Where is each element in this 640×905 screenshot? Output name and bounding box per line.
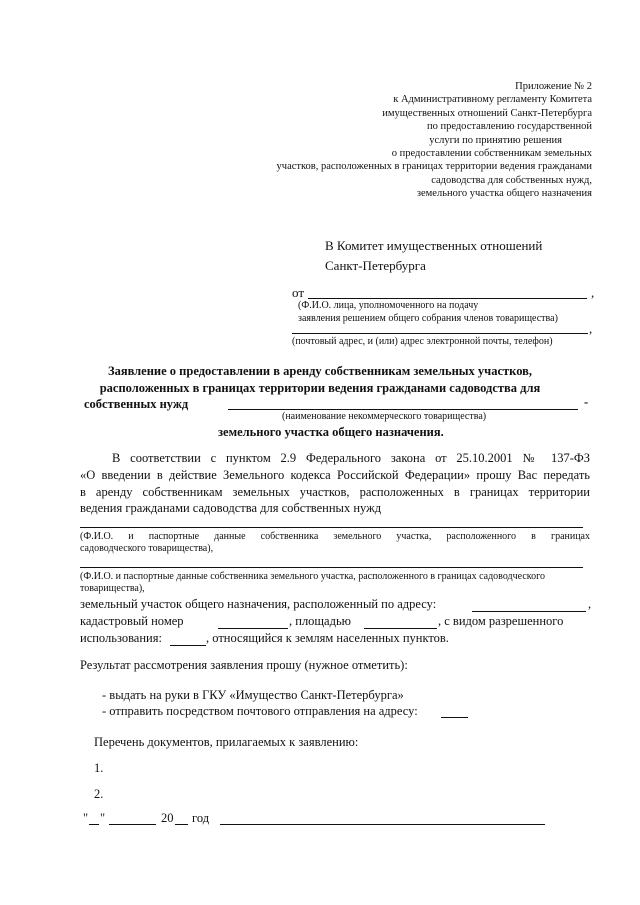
appendix-header — [277, 80, 592, 201]
appendix-line: земельного участка общего назначения — [416, 188, 592, 200]
plot-address-field[interactable] — [472, 611, 586, 612]
area-label: , площадью — [289, 614, 351, 628]
result-option-hand-delivery[interactable]: - выдать на руки в ГКУ «Имущество Санкт-Петербурга» — [102, 688, 404, 702]
appendix-line: к Административному регламенту Комитета — [393, 94, 592, 106]
plot-address-label: земельный участок общего назначения, расположенный по адресу: — [80, 597, 437, 611]
from-label: от — [292, 285, 305, 300]
document-item-1: 1. — [94, 761, 104, 775]
paragraph-line: «О введении в действие Земельного кодекса Российской Федерации» прошу Вас передать — [80, 468, 590, 482]
date-year-suffix: год — [192, 811, 210, 825]
usage-line-a: использования: — [80, 631, 162, 645]
date-quote-close: " — [100, 811, 106, 825]
owner-caption-2a: (Ф.И.О. и паспортные данные собственника земельного участка, расположенного в границах садоводческого — [80, 571, 545, 582]
paragraph-line: В соответствии с пунктом 2.9 Федерального закона от 25.10.2001 № 137-ФЗ — [112, 451, 590, 465]
organization-name-line[interactable] — [228, 409, 578, 410]
cadastral-number-field[interactable] — [218, 628, 288, 629]
appendix-line: участков, расположенных в границах территории ведения гражданами — [276, 161, 592, 173]
owner-caption-1b: садоводческого товарищества), — [80, 543, 214, 554]
fio-caption-2: заявления решением общего собрания членов товарищества) — [298, 313, 558, 324]
owner-caption-2b: товарищества), — [80, 583, 145, 594]
date-quote-open: " — [83, 811, 89, 825]
fio-caption-1: (Ф.И.О. лица, уполномоченного на подачу — [298, 300, 479, 311]
paragraph-line: в аренду собственникам земельных участков, расположенных в границах территории — [80, 485, 590, 499]
mail-address-field[interactable] — [441, 717, 468, 718]
from-fio-line[interactable] — [308, 298, 587, 299]
appendix-line: по предоставлению государственной — [426, 121, 592, 133]
address-line[interactable] — [292, 333, 588, 334]
owner-2-line[interactable] — [80, 567, 583, 568]
area-field[interactable] — [364, 628, 437, 629]
document-item-2: 2. — [94, 787, 104, 801]
address-caption: (почтовый адрес, и (или) адрес электронной почты, телефон) — [292, 336, 553, 347]
title-line-1: Заявление о предоставлении в аренду собственникам земельных участков, — [107, 364, 533, 378]
date-day-field[interactable] — [89, 824, 99, 825]
owner-1-line[interactable] — [80, 527, 583, 528]
usage-field[interactable] — [170, 645, 206, 646]
result-option-mail[interactable]: - отправить посредством почтового отправления на адресу: — [102, 704, 418, 718]
date-year-field[interactable] — [175, 824, 188, 825]
org-caption: (наименование некоммерческого товарищества) — [282, 411, 487, 422]
addressee-line-1: В Комитет имущественных отношений — [325, 238, 543, 253]
result-heading: Результат рассмотрения заявления прошу (нужное отметить): — [80, 658, 408, 672]
appendix-line: садоводства для собственных нужд, — [431, 174, 592, 186]
documents-heading: Перечень документов, прилагаемых к заявлению: — [94, 735, 359, 749]
appendix-line: имущественных отношений Санкт-Петербурга — [382, 107, 592, 119]
title-line-4: земельного участка общего назначения. — [218, 425, 444, 439]
signature-line[interactable] — [220, 824, 545, 825]
owner-caption-1a: (Ф.И.О. и паспортные данные собственника земельного участка, расположенного в границах — [80, 531, 590, 542]
title-line-3-label: собственных нужд — [84, 397, 189, 411]
appendix-line: услуги по принятию решения — [429, 134, 562, 146]
appendix-line: о предоставлении собственникам земельных — [391, 148, 592, 160]
addressee-line-2: Санкт-Петербурга — [325, 258, 426, 273]
usage-label: , с видом разрешенного — [438, 614, 564, 628]
date-year-prefix: 20 — [161, 811, 174, 825]
title-line-2: расположенных в границах территории ведения гражданами садоводства для — [99, 381, 541, 395]
date-month-field[interactable] — [109, 824, 156, 825]
appendix-line: Приложение № 2 — [515, 81, 592, 92]
cadastral-label: кадастровый номер — [80, 614, 184, 628]
usage-line-b: , относящийся к землям населенных пунктов. — [206, 631, 449, 645]
paragraph-line: ведения гражданами садоводства для собственных нужд — [80, 501, 382, 515]
document-page: Приложение № 2 к Административному регламенту Комитета имущественных отношений Санкт-Петербурга по предоставлению государственной услуги по принятию решения о предоставлении собственникам земельных участков, расположенных в границах территории ведения гражданами садоводства для собственных нужд, земельного участка общего назначения В Комитет имущественных отношений Санкт-Петербурга от , (Ф.И.О. лица, уполномоченного на подачу заявления решением общего собрания членов товарищества) , (почтовый адрес, и (или) адрес электронной почты, телефон) Заявление о предоставлении в аренду собственникам земельных участков, расположенных в границах территории ведения гражданами садоводства для собственных нужд - (наименование некоммерческого товарищества) земельного участка общего назначения. В соответствии с пунктом 2.9 Федерального закона от 25.10.2001 № 137-ФЗ «О введении в действие Земельного кодекса Российской Федерации» прошу Вас передать в аренду собственникам земельных участков, расположенных в границах территории ведения гражданами садоводства для собственных нужд (Ф.И.О. и паспортные данные собственника земельного участка, расположенного в границах садоводческого товарищества), (Ф.И.О. и паспортные данные собственника земельного участка, расположенного в границах садоводческого товарищества), земельный участок общего назначения, расположенный по адресу: , кадастровый номер , площадью , с видом разрешенного использования: , относящийся к землям населенных пунктов. Результат рассмотрения заявления прошу (нужное отметить): - выдать на руки в ГКУ «Имущество Санкт-Петербурга» - отправить посредством почтового отправления на адресу: Перечень документов, прилагаемых к заявлению: 1. 2. " " 20 год — [0, 0, 640, 905]
